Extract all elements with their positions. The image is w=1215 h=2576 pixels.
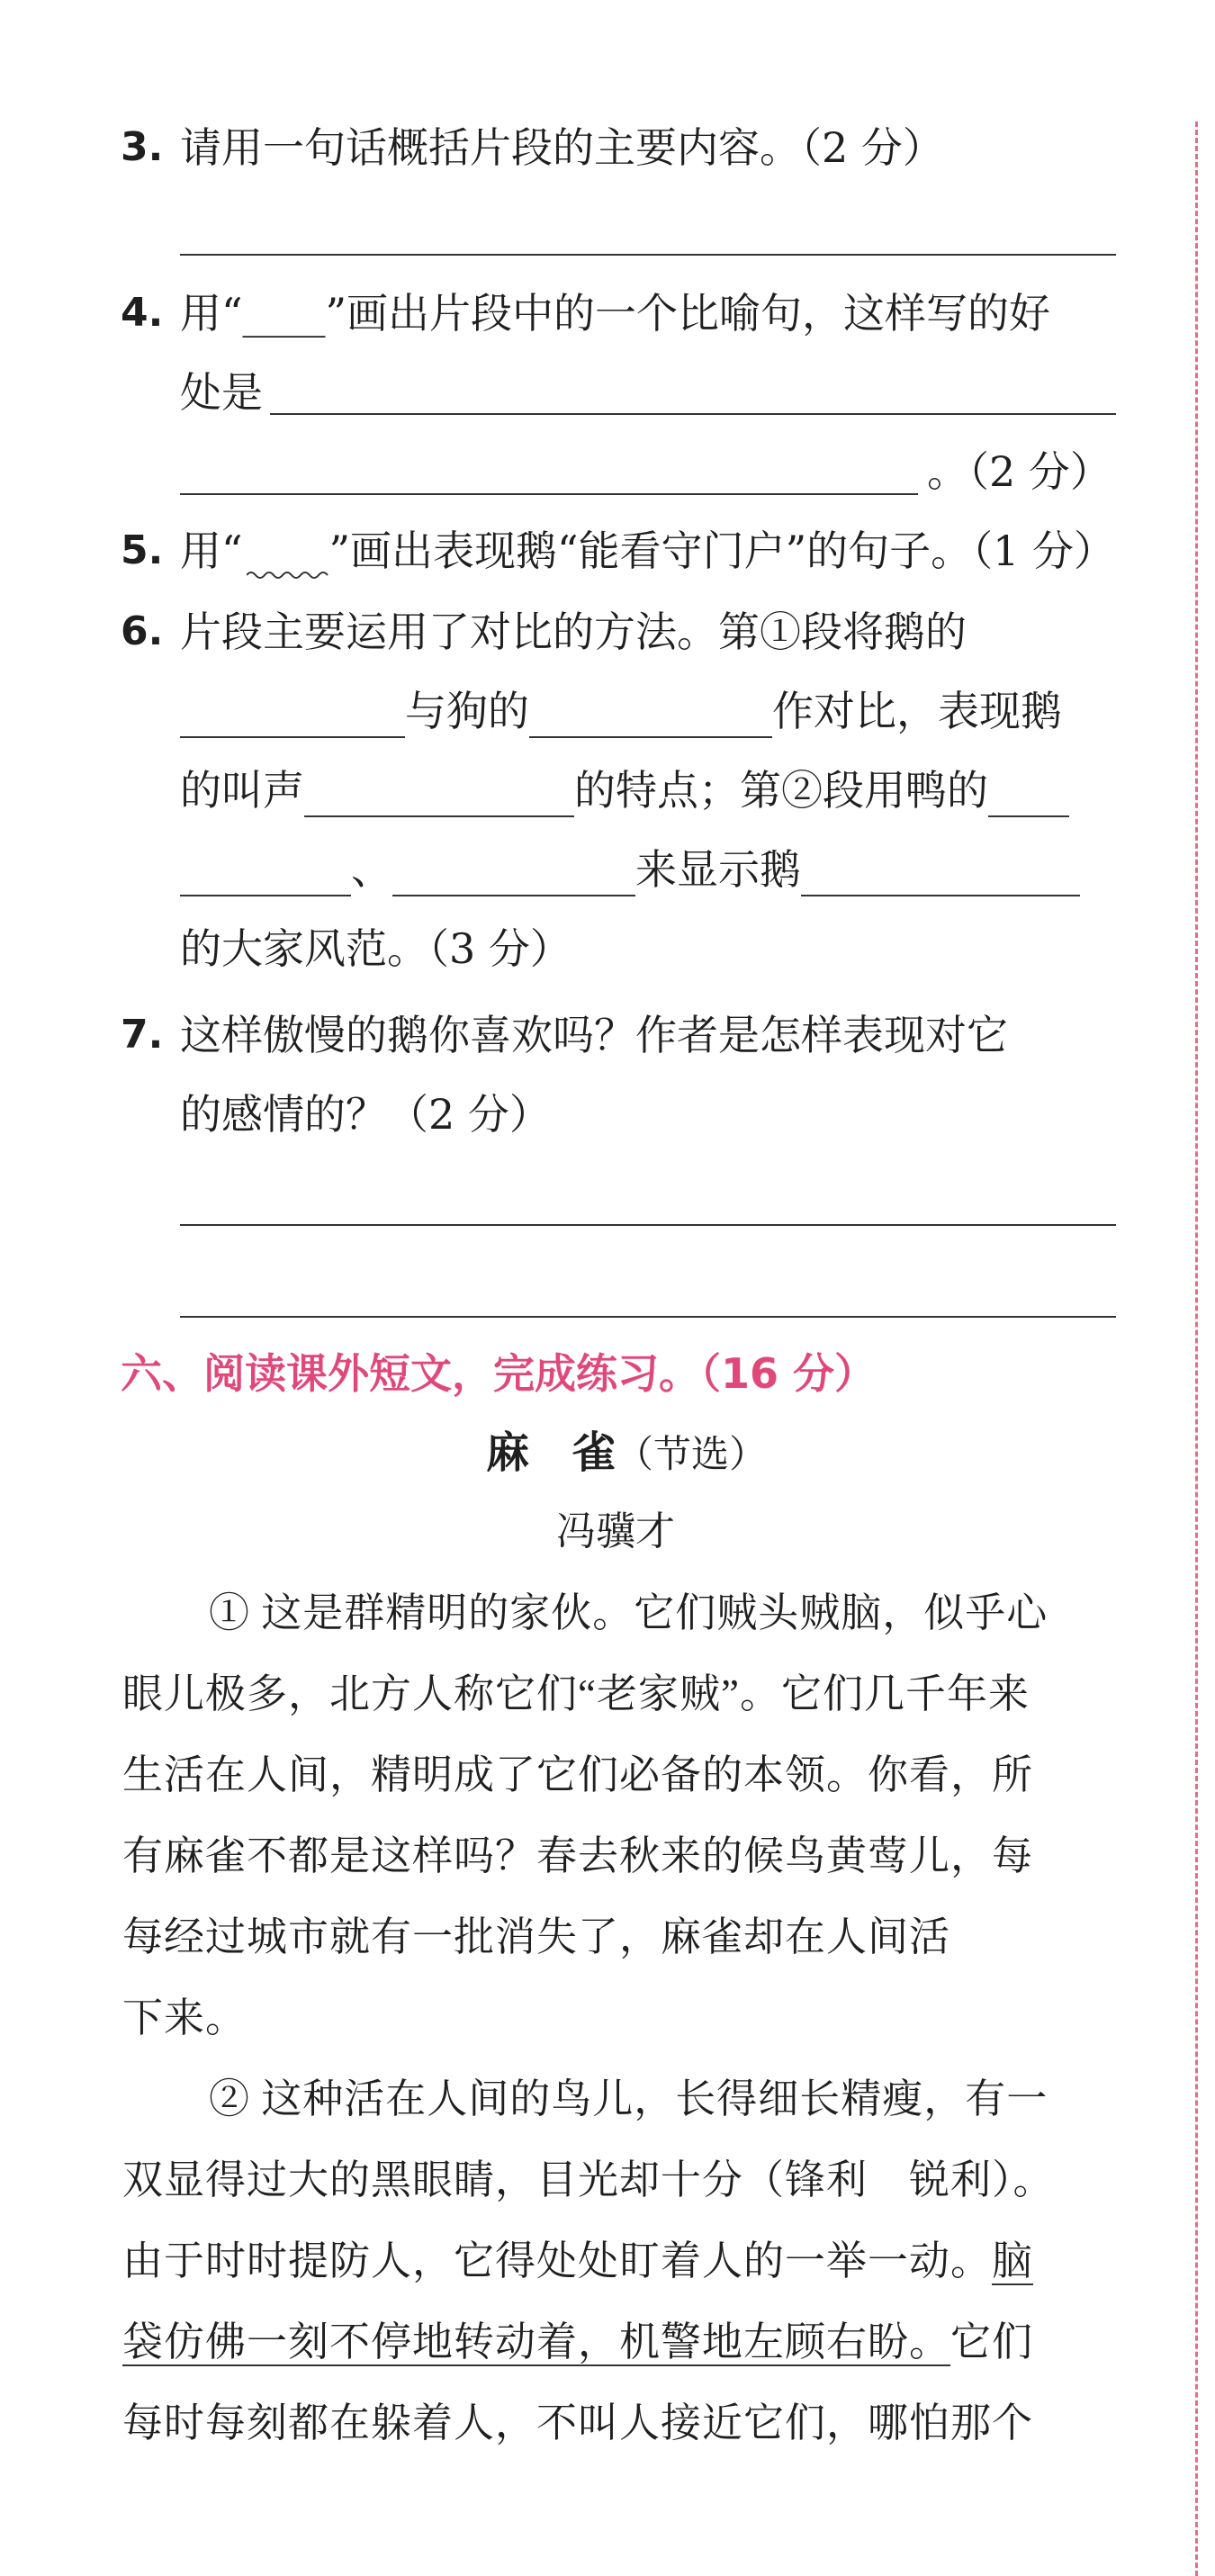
article-title-note: （节选） [616,1432,768,1476]
question-6-line5: 的大家风范。（3 分） [180,924,572,973]
article-title [486,1426,767,1482]
fill-blank[interactable] [180,697,405,738]
paragraph-line: 双显得过大的黑眼睛，目光却十分（锋利 锐利）。 [122,2157,1055,2202]
underlined-text: 袋仿佛一刻不停地转动着，机警地左顾右盼。 [122,2319,951,2364]
question-6-number: 6. [121,608,164,654]
question-4-number: 4. [121,290,164,336]
question-5-part2: ”画出表现鹅“能看守门户”的句子。（1 分） [328,527,1115,575]
fill-blank[interactable] [801,855,1080,896]
answer-line[interactable] [180,1316,1116,1318]
fill-blank[interactable] [304,776,574,817]
question-3-text: 请用一句话概括片段的主要内容。（2 分） [180,123,944,172]
fill-blank[interactable] [392,855,635,896]
paragraph-line: 有麻雀不都是这样吗？春去秋来的候鸟黄莺儿，每 [122,1833,1034,1878]
question-5-text [180,524,1115,578]
question-6-text: 作对比，表现鹅 [772,687,1062,735]
paragraph-line: 每经过城市就有一批消失了，麻雀却在人间活 [122,1914,951,1959]
question-7-line2: 的感情的？（2 分） [180,1090,551,1139]
paragraph-text: 它们 [950,2319,1034,2364]
question-4-line1: 用“____”画出片段中的一个比喻句，这样写的好 [180,289,1051,338]
wavy-underline-icon [243,538,329,578]
answer-line[interactable] [270,413,1116,415]
answer-line[interactable] [180,1224,1116,1226]
paragraph-line [122,2315,1033,2369]
question-3-number: 3. [121,124,164,170]
fill-blank[interactable] [988,776,1069,817]
question-6-text: 与狗的 [405,687,529,735]
question-6-text: 的特点；第②段用鸭的 [574,766,988,815]
question-4-line3: 。（2 分） [927,447,1112,496]
question-6-text: 、 [351,845,392,894]
fill-blank[interactable] [180,855,351,896]
paragraph-line: 生活在人间，精明成了它们必备的本领。你看，所 [122,1752,1034,1797]
question-6-line2 [180,684,1062,738]
answer-line[interactable] [180,254,1116,256]
question-5-part1: 用“ [180,527,243,575]
section-heading: 六、阅读课外短文，完成练习。（16 分） [121,1349,877,1398]
answer-line[interactable] [180,493,918,495]
paragraph-line: ① 这是群精明的家伙。它们贼头贼脑，似乎心 [209,1590,1048,1635]
question-4-line2: 处是 [180,368,263,417]
paragraph-line: 每时每刻都在躲着人，不叫人接近它们，哪怕那个 [122,2400,1034,2445]
paragraph-line: ② 这种活在人间的鸟儿，长得细长精瘦，有一 [209,2076,1048,2121]
paragraph-text: 由于时时提防人，它得处处盯着人的一举一动。 [122,2238,993,2283]
paragraph-line [122,2234,1033,2288]
fill-blank[interactable] [529,697,772,738]
question-5-number: 5. [121,527,164,573]
question-7-line1: 这样傲慢的鹅你喜欢吗？作者是怎样表现对它 [180,1011,1008,1059]
question-6-line1: 片段主要运用了对比的方法。第①段将鹅的 [180,608,967,656]
paragraph-line: 眼儿极多，北方人称它们“老家贼”。它们几千年来 [122,1671,1030,1716]
question-7-number: 7. [121,1012,164,1058]
paragraph-line: 下来。 [122,1995,248,2040]
article-author: 冯骥才 [556,1509,675,1554]
question-6-text: 来显示鹅 [635,845,801,894]
binding-margin-line [1195,122,1198,2576]
question-6-line4 [180,842,1080,896]
underlined-text: 脑 [992,2238,1034,2283]
article-title-text: 麻 雀 [486,1428,616,1478]
question-6-text: 的叫声 [180,766,304,815]
question-6-line3 [180,763,1069,817]
